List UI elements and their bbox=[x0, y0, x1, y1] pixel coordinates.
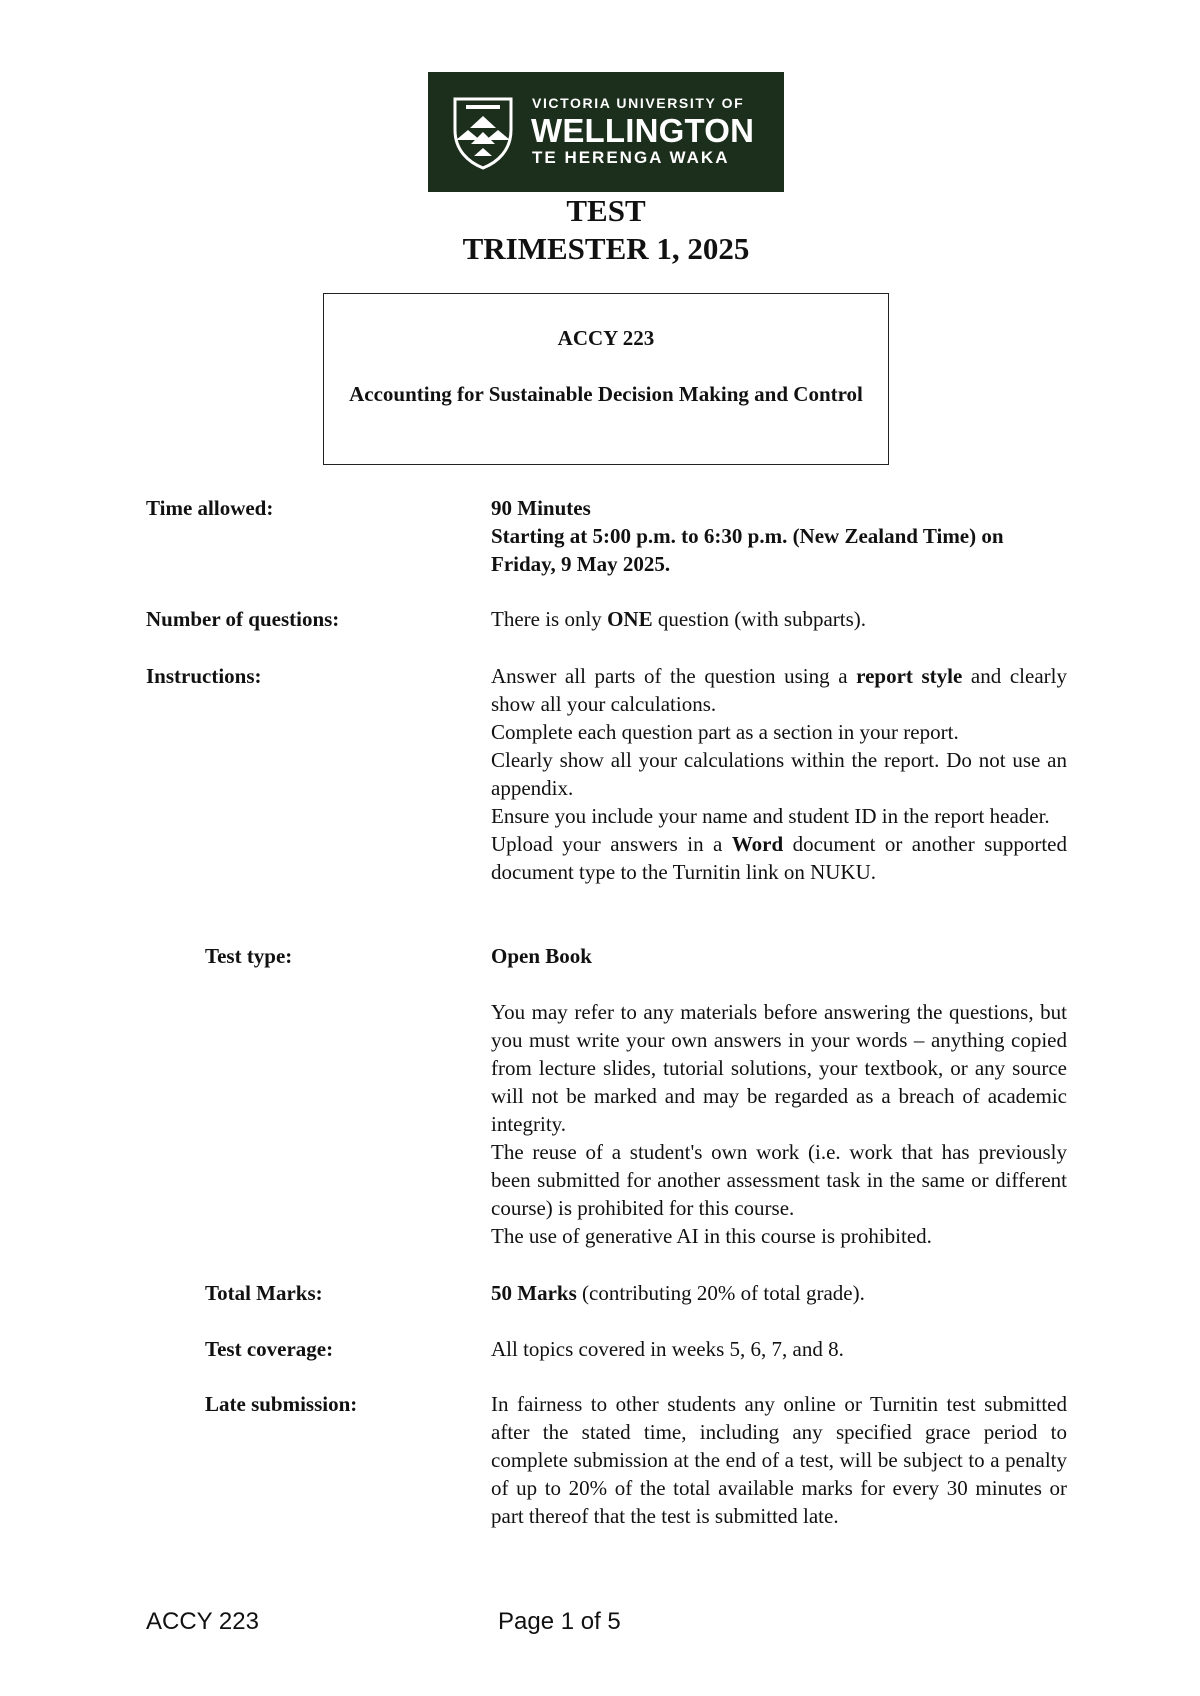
course-code: ACCY 223 bbox=[557, 326, 655, 350]
course-name: Accounting for Sustainable Decision Making and Control bbox=[349, 382, 863, 406]
late-submission-value: In fairness to other students any online or Turnitin test submitted after the stated time, including any specified grace period to complete submission at the end of a test, will be subject to a penalty of up to 20% of the total available marks for every 30 minutes or part thereof that the test is submitted late. bbox=[491, 1392, 1067, 1528]
instructions-label: Instructions: bbox=[146, 664, 262, 688]
instructions-value bbox=[491, 662, 1067, 886]
coverage-value: All topics covered in weeks 5, 6, 7, and 8. bbox=[491, 1337, 844, 1361]
university-logo bbox=[428, 72, 784, 192]
test-type-label: Test type: bbox=[205, 944, 293, 968]
time-allowed-label: Time allowed: bbox=[146, 496, 274, 520]
late-submission-label: Late submission: bbox=[205, 1392, 358, 1416]
logo-line-wellington: WELLINGTON bbox=[531, 112, 755, 149]
duration: 90 Minutes bbox=[491, 496, 591, 520]
instruction-upload: Upload your answers in a Word document or another supported document type to the Turnitin link on NUKU. bbox=[491, 832, 1067, 884]
total-marks-label: Total Marks: bbox=[205, 1281, 323, 1305]
instruction-sections: Complete each question part as a section in your report. bbox=[491, 720, 959, 744]
questions-label: Number of questions: bbox=[146, 607, 340, 631]
open-book-rules: You may refer to any materials before answering the questions, but you must write your own answers in your words – anything copied from lecture slides, tutorial solutions, your textbook, or any source will not be marked and may be regarded as a breach of academic integrity. bbox=[491, 1000, 1067, 1136]
instruction-header: Ensure you include your name and student ID in the report header. bbox=[491, 804, 1050, 828]
time-allowed-value bbox=[491, 494, 1067, 578]
schedule: Starting at 5:00 p.m. to 6:30 p.m. (New Zealand Time) on Friday, 9 May 2025. bbox=[491, 524, 1004, 576]
reuse-rules: The reuse of a student's own work (i.e. work that has previously been submitted for another assessment task in the same or different course) is prohibited for this course. bbox=[491, 1140, 1067, 1220]
total-marks-suffix: (contributing 20% of total grade). bbox=[576, 1281, 865, 1305]
total-marks-value bbox=[491, 1279, 1067, 1307]
heading-test: TEST bbox=[566, 193, 646, 228]
questions-emphasis: ONE bbox=[607, 607, 653, 631]
questions-suffix: question (with subparts). bbox=[652, 607, 867, 631]
footer-page-number: Page 1 of 5 bbox=[498, 1608, 621, 1635]
test-type-value: Open Book bbox=[491, 944, 592, 968]
logo-line-university-of: VICTORIA UNIVERSITY OF bbox=[532, 95, 745, 111]
logo-line-te-herenga-waka: TE HERENGA WAKA bbox=[532, 148, 730, 167]
questions-prefix: There is only bbox=[491, 607, 608, 631]
footer-course: ACCY 223 bbox=[146, 1608, 259, 1635]
instruction-report-style: Answer all parts of the question using a report style and clearly show all your calculations. bbox=[491, 664, 1067, 716]
total-marks-emphasis: 50 Marks bbox=[491, 1281, 577, 1305]
university-crest-icon bbox=[452, 96, 514, 170]
test-type-details bbox=[491, 998, 1067, 1250]
questions-value bbox=[491, 605, 1067, 633]
heading-trimester: TRIMESTER 1, 2025 bbox=[462, 231, 750, 266]
instruction-calculations: Clearly show all your calculations within the report. Do not use an appendix. bbox=[491, 748, 1067, 800]
coverage-label: Test coverage: bbox=[205, 1337, 334, 1361]
ai-rules: The use of generative AI in this course is prohibited. bbox=[491, 1224, 932, 1248]
course-box bbox=[323, 293, 889, 465]
